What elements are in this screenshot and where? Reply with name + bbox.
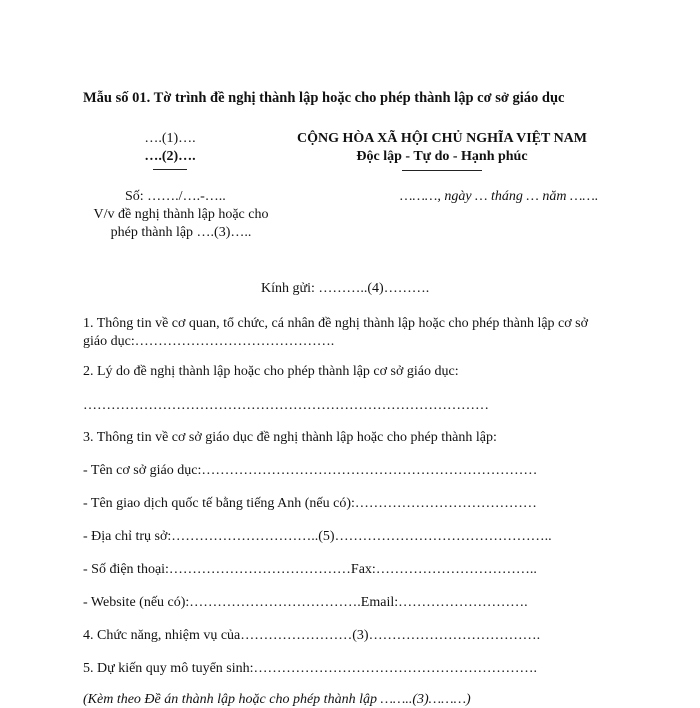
issuing-agency-line: ….(2)…. — [144, 149, 196, 164]
document-number: Số: ……./….-….. — [125, 189, 226, 204]
section-5-enrollment: 5. Dự kiến quy mô tuyển sinh:……………………………………………………. — [83, 661, 538, 676]
form-title: Mẫu số 01. Tờ trình đề nghị thành lập hoặc cho phép thành lập cơ sở giáo dục — [83, 90, 565, 106]
motto: Độc lập - Tự do - Hạnh phúc — [356, 149, 528, 164]
governing-body-line: ….(1)…. — [144, 131, 196, 146]
section-2-reason: 2. Lý do đề nghị thành lập hoặc cho phép thành lập cơ sở giáo dục: — [83, 364, 459, 379]
attachment-note: (Kèm theo Đề án thành lập hoặc cho phép thành lập ……..(3)………) — [83, 692, 471, 707]
left-divider — [153, 169, 187, 170]
section-1-requester-info: 1. Thông tin về cơ quan, tổ chức, cá nhân đề nghị thành lập hoặc cho phép thành lập cơ sở giáo dục:……………………………………. — [83, 316, 589, 349]
section-3-institution-info: 3. Thông tin về cơ sở giáo dục đề nghị thành lập hoặc cho phép thành lập: — [83, 430, 497, 445]
document-subject: V/v đề nghị thành lập hoặc cho phép thành lập ….(3)….. — [93, 207, 269, 240]
place-date-line: ………, ngày … tháng … năm ……. — [400, 189, 599, 204]
country-name: CỘNG HÒA XÃ HỘI CHỦ NGHĨA VIỆT NAM — [296, 131, 587, 146]
field-institution-name: - Tên cơ sở giáo dục:……………………………………………………………… — [83, 463, 538, 478]
national-motto-block — [282, 130, 602, 171]
field-head-office-address: - Địa chỉ trụ sở:…………………………..(5)……………………………………….. — [83, 529, 552, 544]
section-2-fill-line: …………………………………………………………………………… — [83, 398, 489, 413]
issuing-authority-block — [110, 130, 230, 170]
field-website-email: - Website (nếu có):……………………………….Email:………………………. — [83, 595, 528, 610]
section-4-functions: 4. Chức năng, nhiệm vụ của……………………(3)………………………………. — [83, 628, 541, 643]
right-divider — [402, 170, 482, 171]
field-international-name: - Tên giao dịch quốc tế bằng tiếng Anh (nếu có):………………………………… — [83, 496, 537, 511]
greeting-recipient: Kính gửi: ………..(4)………. — [261, 281, 430, 296]
field-phone-fax: - Số điện thoại:…………………………………Fax:…………………………….. — [83, 562, 537, 577]
